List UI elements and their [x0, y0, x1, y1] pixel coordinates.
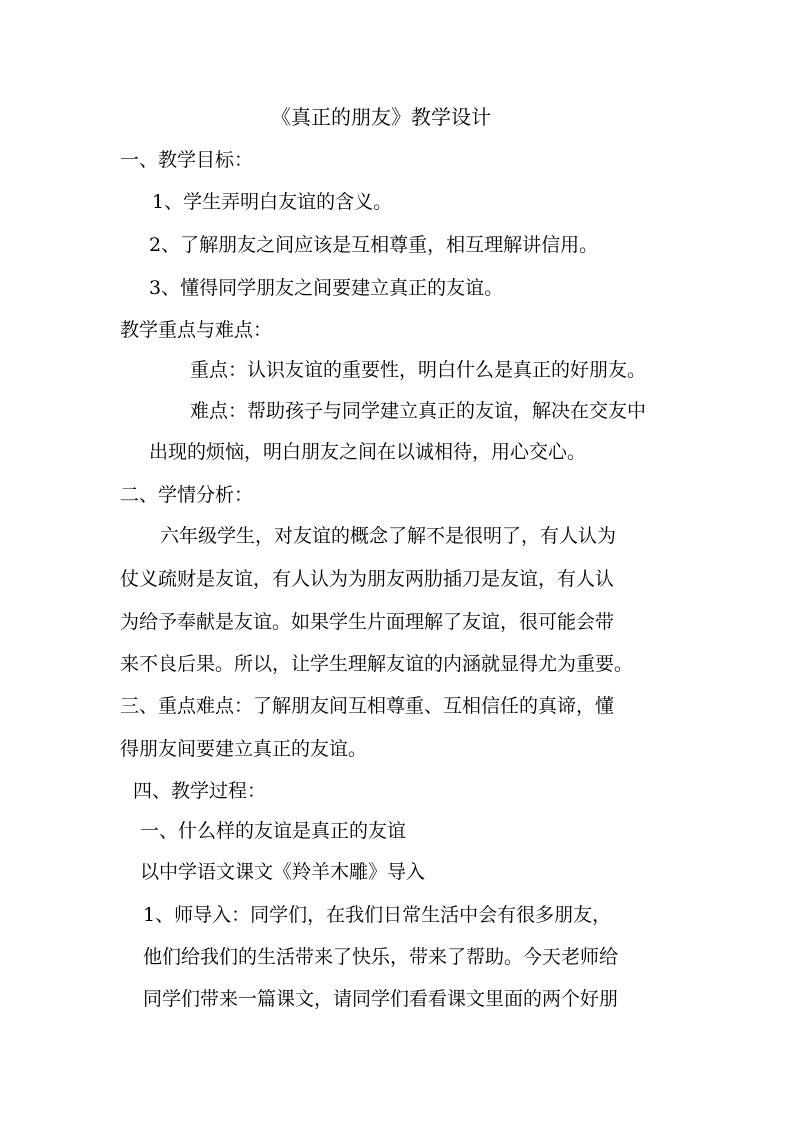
document-title: 《真正的朋友》教学设计	[271, 105, 491, 129]
section-heading-analysis: 二、学情分析：	[120, 484, 254, 506]
section-heading-objectives: 一、教学目标：	[120, 149, 254, 171]
analysis-paragraph-line: 六年级学生，对友谊的概念了解不是很明了，有人认为	[160, 525, 617, 547]
process-subheading: 一、什么样的友谊是真正的友谊	[140, 820, 407, 842]
objective-item-2: 2、了解朋友之间应该是互相尊重，相互理解讲信用。	[149, 234, 599, 256]
difficulty-line-2: 出现的烦恼，明白朋友之间在以诚相待，用心交心。	[149, 441, 587, 463]
difficulty-line-1: 难点：帮助孩子与同学建立真正的友谊，解决在交友中	[190, 400, 647, 422]
analysis-paragraph-line: 仗义疏财是友谊，有人认为为朋友两肋插刀是友谊，有人认	[120, 568, 615, 590]
section-heading-process: 四、教学过程：	[133, 780, 267, 802]
objective-item-3: 3、懂得同学朋友之间要建立真正的友谊。	[149, 277, 504, 299]
process-paragraph-line: 同学们带来一篇课文，请同学们看看课文里面的两个好朋	[143, 988, 619, 1010]
analysis-paragraph-line: 为给予奉献是友谊。如果学生片面理解了友谊，很可能会带	[120, 611, 615, 633]
objective-item-1: 1、学生弄明白友谊的含义。	[152, 191, 393, 213]
difficulties-paragraph-line: 得朋友间要建立真正的友谊。	[120, 738, 368, 760]
section-heading-difficulties: 三、重点难点：了解朋友间互相尊重、互相信任的真谛，懂	[120, 695, 615, 717]
process-paragraph-line: 他们给我们的生活带来了快乐，带来了帮助。今天老师给	[143, 946, 619, 968]
section-heading-key-points: 教学重点与难点：	[120, 319, 273, 341]
analysis-paragraph-line: 来不良后果。所以，让学生理解友谊的内涵就显得尤为重要。	[120, 653, 634, 675]
process-intro-line: 以中学语文课文《羚羊木雕》导入	[140, 861, 426, 883]
process-paragraph-line: 1、师导入：同学们，在我们日常生活中会有很多朋友，	[143, 904, 612, 926]
key-point-line: 重点：认识友谊的重要性，明白什么是真正的好朋友。	[190, 359, 647, 381]
